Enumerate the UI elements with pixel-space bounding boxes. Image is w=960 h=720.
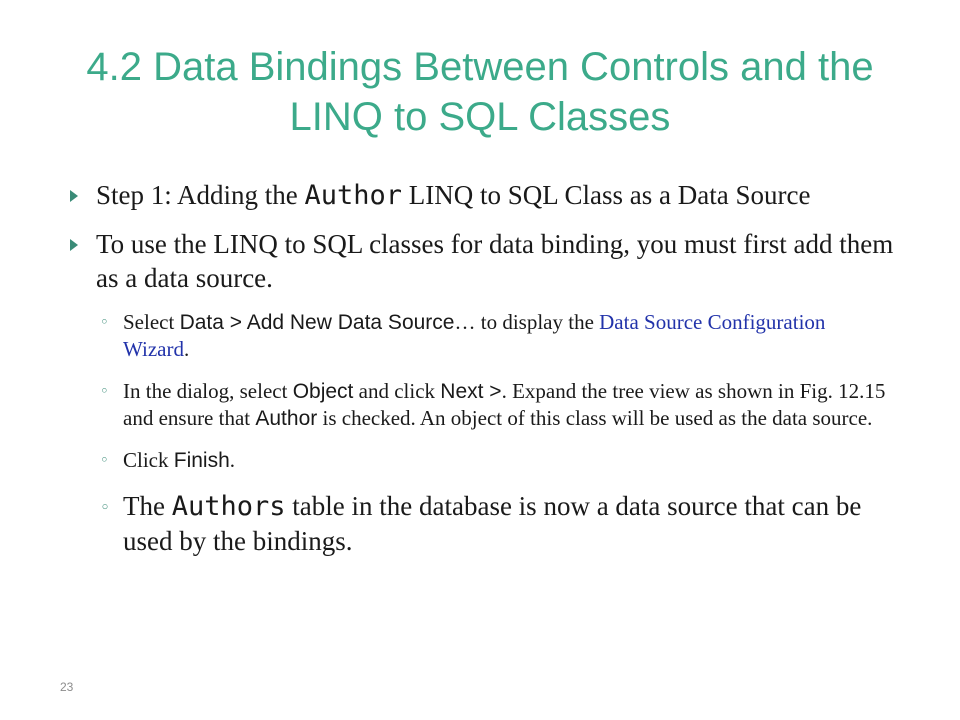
authors-code: Authors [171, 491, 286, 522]
bullet-use-classes [66, 227, 896, 295]
author-code: Author [304, 180, 403, 211]
object-option: Object [292, 380, 354, 403]
dialog-text-1: In the dialog, select [123, 379, 293, 403]
step-1-text-end: LINQ to SQL Class as a Data Source [402, 180, 811, 210]
slide-title [0, 42, 960, 142]
sub-bullet-dialog [66, 378, 896, 432]
triangle-bullet-icon [70, 239, 78, 251]
step-1-text: Step 1: Adding the [96, 180, 305, 210]
next-button-label: Next > [440, 380, 502, 403]
finish-button-label: Finish [173, 449, 230, 472]
sub-bullet-authors [66, 489, 896, 558]
finish-text-end: . [229, 448, 236, 472]
ring-bullet-icon: ◦ [100, 498, 111, 518]
slide-title-line-2: LINQ to SQL Classes [289, 95, 671, 139]
ring-bullet-icon: ◦ [100, 382, 109, 400]
dialog-text-2: and click [353, 379, 441, 403]
ring-bullet-icon: ◦ [100, 313, 109, 331]
authors-text-2: table in the database is now a data source that can be used by the bindings. [123, 491, 862, 556]
page-number: 23 [60, 680, 74, 694]
menu-path: Data > Add New Data Source [179, 311, 455, 334]
select-text: Select [123, 310, 180, 334]
select-text-mid: … to display the [454, 310, 600, 334]
author-class-name: Author [255, 407, 318, 430]
slide-title-line-1: 4.2 Data Bindings Between Controls and the [86, 45, 874, 89]
authors-text-1: The [123, 491, 172, 521]
triangle-bullet-icon [70, 190, 78, 202]
dialog-text-4: is checked. An object of this class will be used as the data source. [317, 406, 873, 430]
ring-bullet-icon: ◦ [100, 451, 109, 469]
sub-bullet-finish [66, 447, 896, 474]
sub-bullet-select-data [66, 309, 896, 363]
select-text-end: . [183, 337, 190, 361]
finish-text: Click [123, 448, 174, 472]
slide-body [66, 178, 896, 573]
dialog-text-3: . Expand the tree view as shown in Fig. 12.15 and ensure that [123, 379, 886, 430]
wizard-name: Data Source Configuration Wizard [123, 310, 826, 361]
use-classes-text: To use the LINQ to SQL classes for data binding, you must first add them as a data source. [96, 229, 894, 293]
bullet-step-1 [66, 178, 896, 213]
